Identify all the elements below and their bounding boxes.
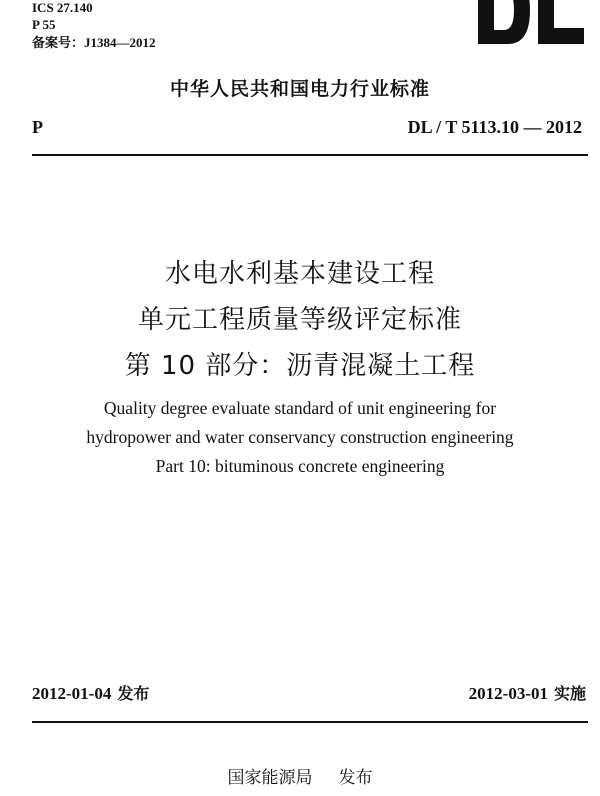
implement-date: 2012-03-01	[468, 684, 548, 703]
title-en-line-2: hydropower and water conservancy construction engineering	[86, 427, 514, 447]
title-cn-line-2: 单元工程质量等级评定标准	[137, 305, 462, 335]
issue-date: 2012-01-04	[32, 684, 112, 703]
publisher-name: 国家能源局	[227, 768, 313, 788]
standard-code: DL / T 5113.10 — 2012	[407, 117, 582, 137]
title-en-line-3: Part 10: bituminous concrete engineering	[155, 456, 445, 476]
record-number: 备案号：J1384—2012	[32, 35, 156, 50]
implement-label: 实施	[553, 684, 586, 703]
bottom-divider	[32, 721, 588, 723]
issue-label: 发布	[117, 684, 150, 703]
title-cn-line-1: 水电水利基本建设工程	[164, 259, 435, 289]
standard-category: P	[32, 117, 43, 137]
dl-logo-letter-l	[538, 0, 584, 44]
issue-date-block	[32, 681, 149, 704]
top-divider	[32, 154, 588, 156]
title-cn-line-3: 第 10 部分：沥青混凝土工程	[124, 351, 476, 381]
implement-date-block	[469, 681, 586, 704]
publisher-action: 发布	[338, 768, 373, 788]
dl-logo-letter-d	[478, 0, 530, 44]
title-en-line-1: Quality degree evaluate standard of unit engineering for	[103, 398, 497, 418]
publisher-line	[0, 763, 600, 788]
standard-country-name: 中华人民共和国电力行业标准	[169, 78, 430, 100]
dl-logo	[478, 0, 584, 44]
ics-code: ICS 27.140	[32, 0, 93, 15]
p-classification: P 55	[32, 17, 56, 32]
